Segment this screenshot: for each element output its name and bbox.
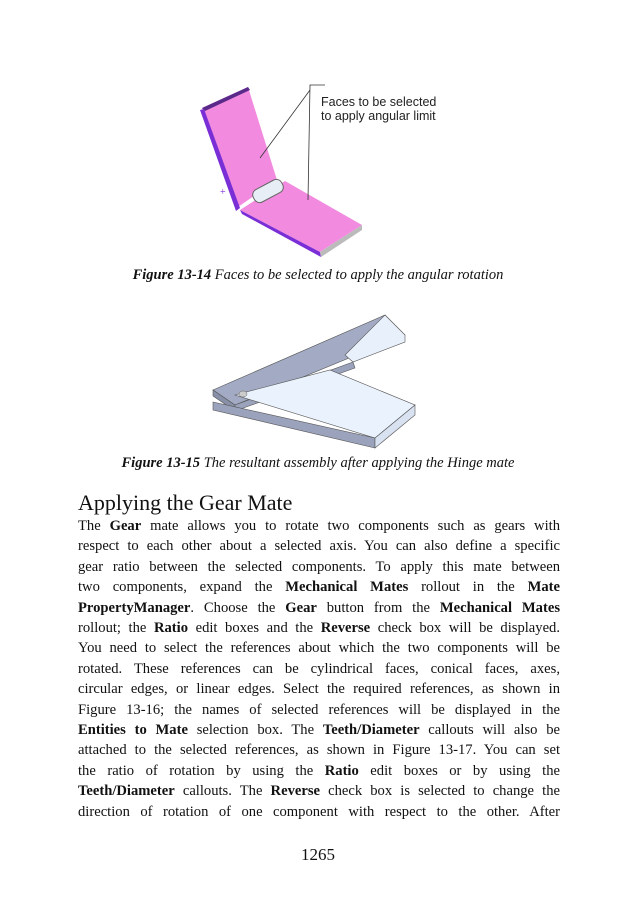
- text-run: gear ratio between the selected components. To apply this mate between: [78, 558, 560, 575]
- text-line: [78, 761, 560, 781]
- text-run: rotated. These references can be cylindrical faces, conical faces, axes,: [78, 660, 560, 677]
- bold-term: Gear: [109, 518, 142, 534]
- page-number: 1265: [301, 845, 335, 864]
- text-line: [78, 679, 560, 699]
- bold-term: Mate: [527, 579, 560, 596]
- text-line: [78, 781, 560, 801]
- text-run: selection box. The: [187, 722, 323, 739]
- bold-term: Reverse: [320, 620, 371, 637]
- text-run: rollout; the: [78, 620, 154, 637]
- text-run: . Choose the: [190, 599, 286, 616]
- text-line: [78, 802, 560, 822]
- text-line: [78, 638, 560, 658]
- text-line: [78, 598, 560, 618]
- text-run: check box will be displayed.: [370, 620, 560, 637]
- text-line: [78, 577, 560, 597]
- callout-line: Faces to be selected: [321, 95, 437, 109]
- text-run: The: [78, 518, 110, 534]
- text-run: callouts. The: [174, 783, 271, 800]
- bold-term: Teeth/Diameter: [322, 722, 420, 739]
- figure-13-14-caption: [0, 267, 636, 284]
- figure-13-14-callout: [321, 95, 436, 123]
- body-paragraph: [78, 516, 560, 822]
- bold-term: Entities to Mate: [78, 722, 188, 739]
- text-run: respect to each other about a selected axis. You can also define a specific: [78, 538, 560, 555]
- text-line: [78, 720, 560, 740]
- bold-term: Ratio: [324, 762, 359, 779]
- text-run: check box is selected to change the: [319, 783, 560, 800]
- caption-label: Figure 13-15: [121, 455, 201, 471]
- text-run: button from the: [316, 599, 440, 616]
- text-run: callouts will also be: [419, 722, 560, 739]
- text-line: [78, 659, 560, 679]
- text-run: attached to the selected references, as shown in Figure 13-17. You can set: [78, 742, 560, 759]
- text-run: edit boxes or by using the: [358, 762, 560, 779]
- bold-term: Mechanical Mates: [439, 599, 560, 616]
- figure-13-15-caption: [0, 455, 636, 472]
- text-line: [78, 516, 560, 536]
- figure-13-15-image: [205, 310, 420, 455]
- text-line: [78, 700, 560, 720]
- caption-text: The resultant assembly after applying the Hinge mate: [200, 455, 515, 471]
- text-line: [78, 536, 560, 556]
- text-run: Figure 13-16; the names of selected references will be displayed in the: [78, 701, 560, 718]
- caption-text: Faces to be selected to apply the angular rotation: [211, 267, 504, 283]
- text-run: edit boxes and the: [188, 620, 321, 637]
- svg-text:+: +: [220, 187, 226, 198]
- bold-term: Teeth/Diameter: [78, 783, 175, 800]
- text-line: [78, 557, 560, 577]
- text-run: mate allows you to rotate two components such as gears with: [141, 518, 560, 534]
- bold-term: Gear: [285, 599, 317, 616]
- text-run: rollout in the: [408, 579, 528, 596]
- section-heading: Applying the Gear Mate: [78, 490, 293, 515]
- text-run: two components, expand the: [78, 579, 286, 596]
- text-run: You need to select the references about which the two components will be: [78, 640, 560, 657]
- bold-term: Ratio: [153, 620, 189, 637]
- text-line: [78, 618, 560, 638]
- bold-term: Reverse: [270, 783, 320, 800]
- text-line: [78, 740, 560, 760]
- text-run: circular edges, or linear edges. Select the required references, as shown in: [78, 681, 560, 698]
- bold-term: PropertyManager: [78, 599, 191, 616]
- text-run: direction of rotation of one component with respect to the other. After: [78, 803, 560, 820]
- caption-label: Figure 13-14: [132, 267, 212, 283]
- bold-term: Mechanical Mates: [285, 579, 409, 596]
- text-run: the ratio of rotation by using the: [78, 762, 325, 779]
- callout-line: to apply angular limit: [321, 109, 436, 123]
